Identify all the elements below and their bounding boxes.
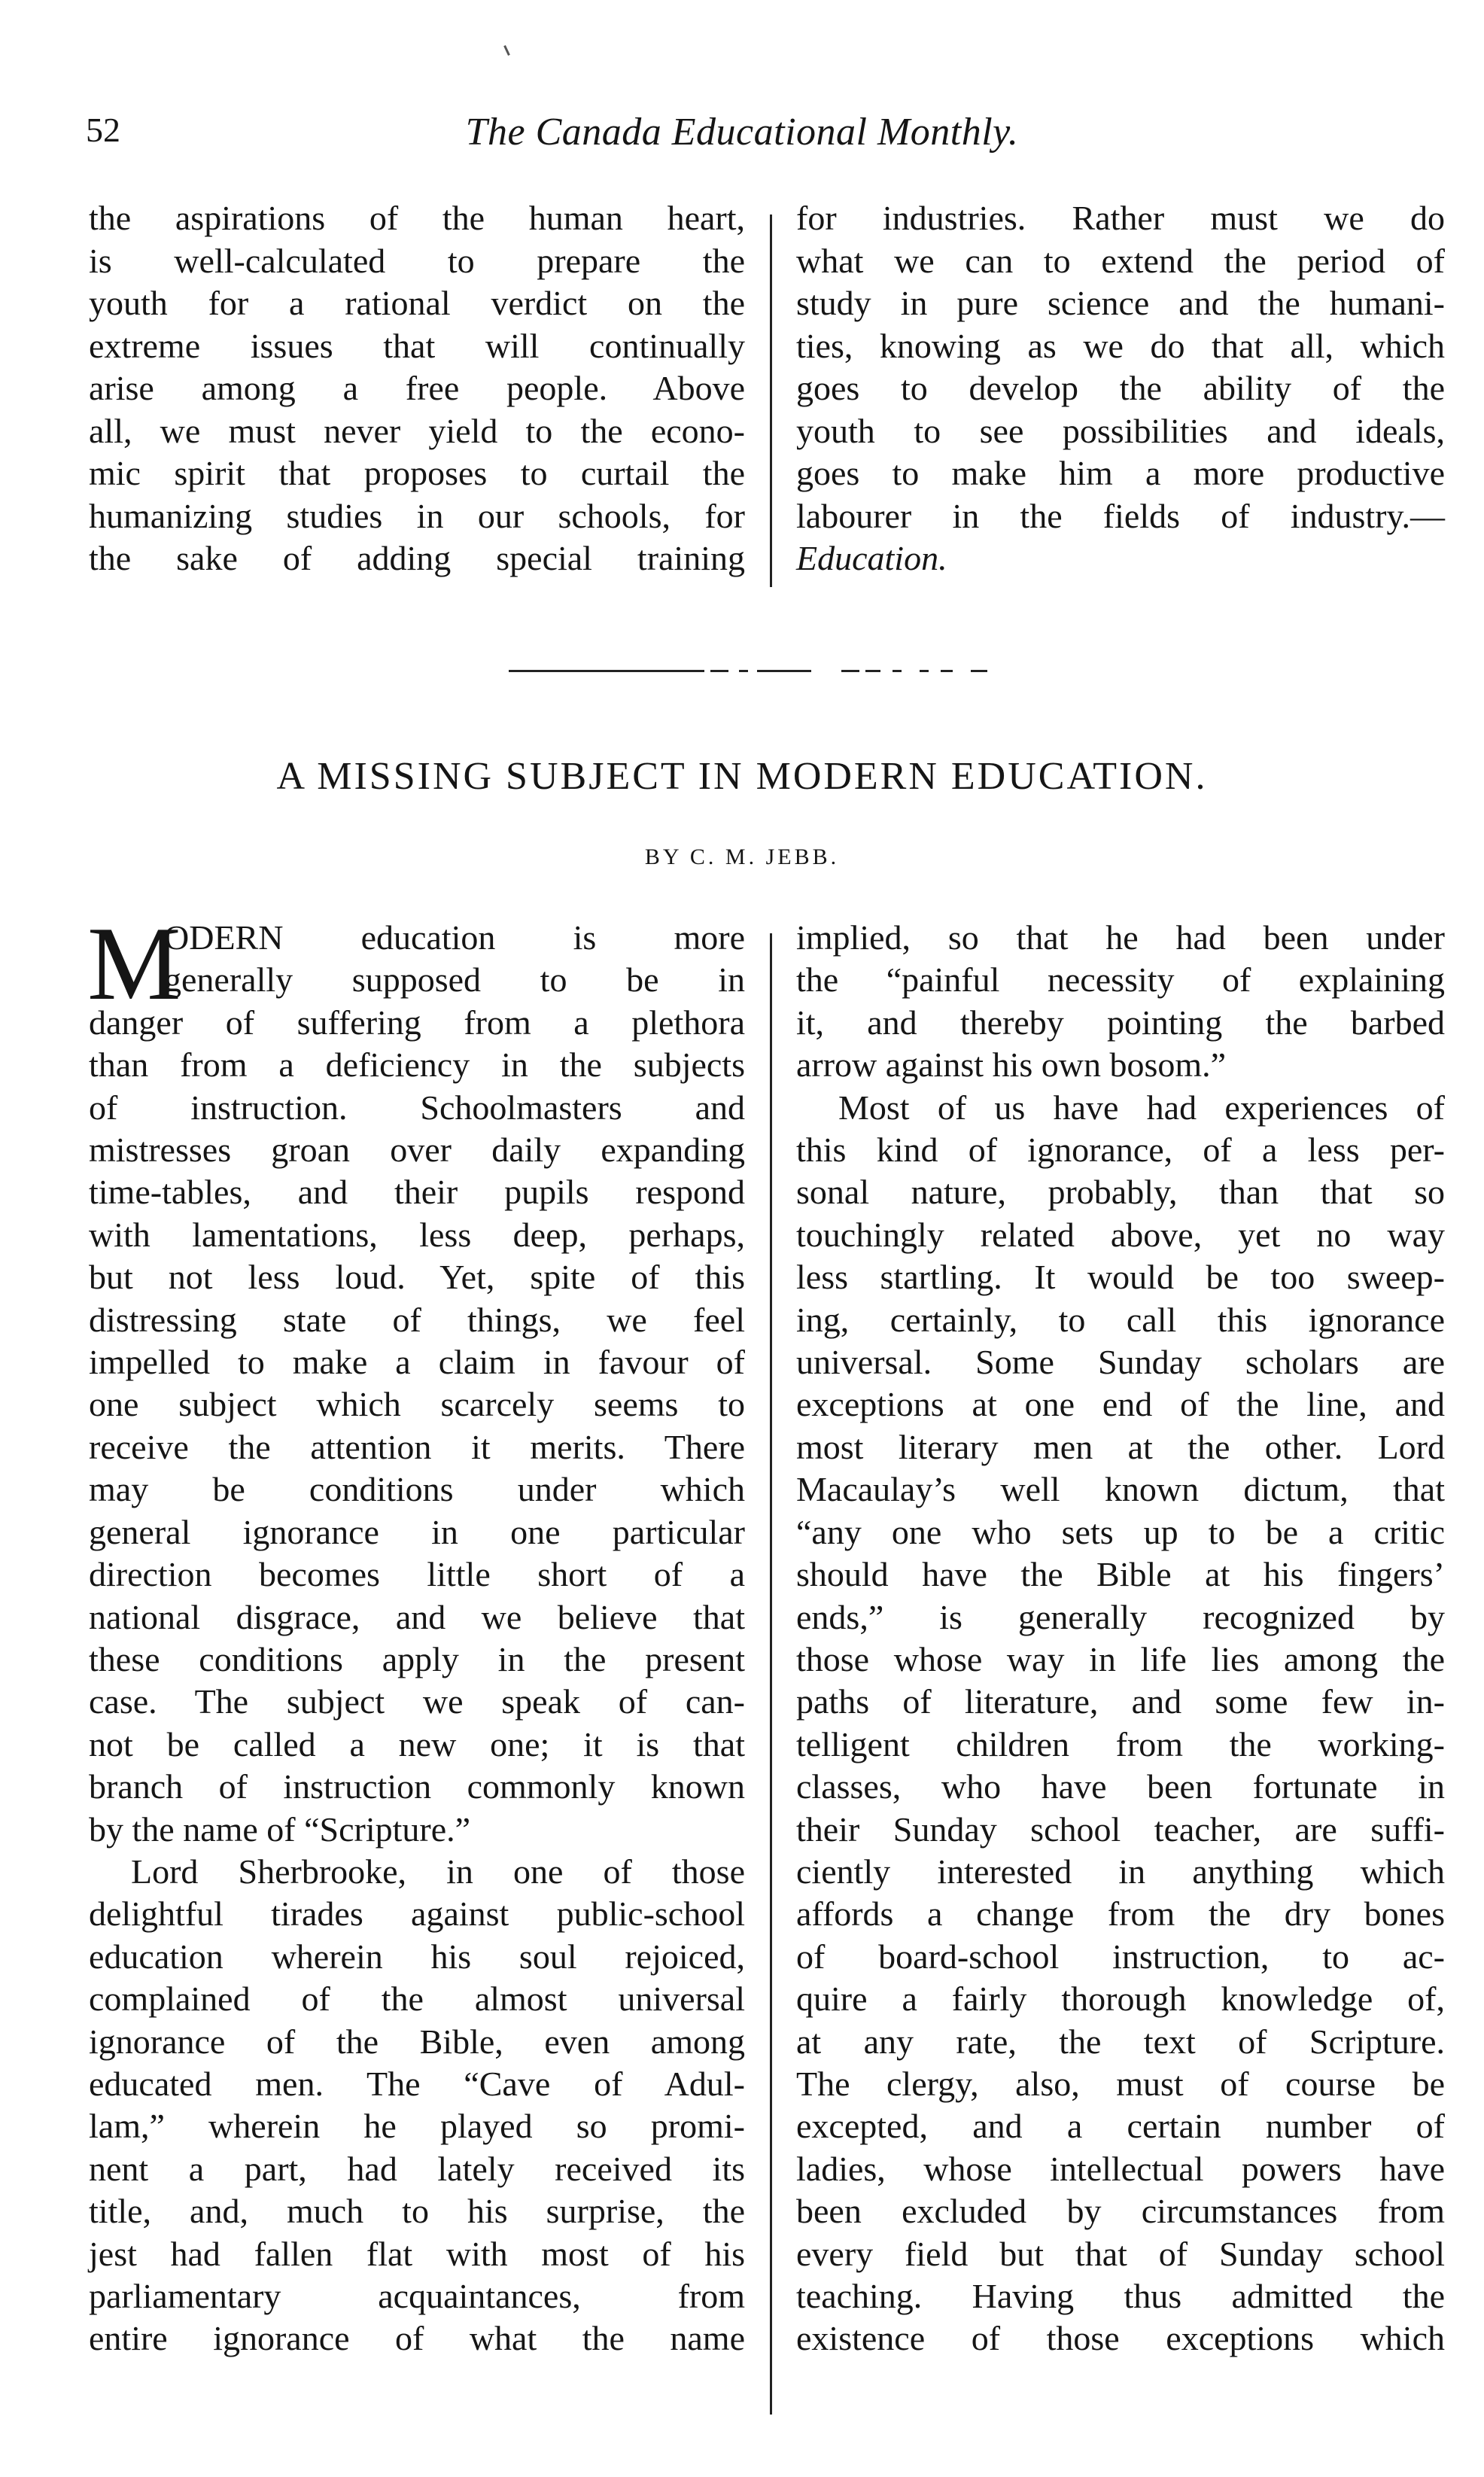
text-line: The clergy, also, must of course be — [796, 2064, 1445, 2103]
text-line: study in pure science and the humani- — [796, 284, 1445, 322]
text-line: nent a part, had lately received its — [89, 2149, 745, 2188]
text-line: ignorance of the Bible, even among — [89, 2022, 745, 2061]
text-line: general ignorance in one particular — [89, 1512, 745, 1551]
text-line: mic spirit that proposes to curtail the — [89, 454, 745, 492]
text-line: arise among a free people. Above — [89, 369, 745, 407]
text-line: been excluded by circumstances from — [796, 2192, 1445, 2231]
text-line: all, we must never yield to the econo- — [89, 411, 745, 450]
text-line: classes, who have been fortunate in — [796, 1767, 1445, 1806]
text-line: delightful tirades against public-school — [89, 1894, 745, 1934]
text-line: arrow against his own bosom.” — [796, 1045, 1227, 1085]
text-line: lam,” wherein he played so promi- — [89, 2107, 745, 2146]
text-line: time-tables, and their pupils respond — [89, 1173, 745, 1212]
text-line: one subject which scarcely seems to — [89, 1385, 745, 1424]
text-line: youth for a rational verdict on the — [89, 284, 745, 322]
text-line: Most of us have had experiences of — [838, 1088, 1445, 1127]
article-byline: BY C. M. JEBB. — [644, 844, 840, 869]
text-line: distressing state of things, we feel — [89, 1300, 745, 1339]
text-line: not be called a new one; it is that — [89, 1724, 745, 1763]
text-line: of instruction. Schoolmasters and — [89, 1088, 745, 1127]
text-line: goes to make him a more productive — [796, 454, 1445, 492]
text-line: danger of suffering from a plethora — [89, 1003, 745, 1042]
text-line: but not less loud. Yet, spite of this — [89, 1258, 745, 1297]
text-line: this kind of ignorance, of a less per- — [796, 1130, 1445, 1170]
text-line: ties, knowing as we do that all, which — [796, 326, 1445, 365]
text-line: their Sunday school teacher, are suffi- — [796, 1809, 1445, 1849]
column-divider — [770, 933, 772, 2415]
article-title: A MISSING SUBJECT IN MODERN EDUCATION. — [276, 755, 1208, 798]
text-line: impelled to make a claim in favour of — [89, 1343, 745, 1382]
text-line: mistresses groan over daily expanding — [89, 1130, 745, 1170]
text-line: paths of literature, and some few in- — [796, 1682, 1445, 1721]
text-line: education wherein his soul rejoiced, — [89, 1937, 745, 1976]
text-line: youth to see possibilities and ideals, — [796, 411, 1445, 450]
text-line: what we can to extend the period of — [796, 241, 1445, 280]
text-line: for industries. Rather must we do — [796, 199, 1445, 237]
text-line: affords a change from the dry bones — [796, 1894, 1445, 1934]
text-line: may be conditions under which — [89, 1470, 745, 1509]
article-left-column — [89, 917, 745, 2360]
text-line: less startling. It would be too sweep- — [796, 1258, 1445, 1297]
text-line: it, and thereby pointing the barbed — [796, 1003, 1445, 1042]
text-line: ends,” is generally recognized by — [796, 1597, 1445, 1636]
text-line: those whose way in life lies among the — [796, 1639, 1445, 1678]
text-line: existence of those exceptions which — [796, 2319, 1445, 2358]
text-line: “any one who sets up to be a critic — [796, 1512, 1445, 1551]
text-line: the “painful necessity of explaining — [796, 960, 1445, 1000]
text-line: exceptions at one end of the line, and — [796, 1385, 1445, 1424]
text-line: extreme issues that will continually — [89, 326, 745, 365]
text-line: touchingly related above, yet no way — [796, 1215, 1445, 1254]
text-line: telligent children from the working- — [796, 1724, 1445, 1763]
text-line: teaching. Having thus admitted the — [796, 2277, 1445, 2315]
text-line: excepted, and a certain number of — [796, 2107, 1445, 2146]
text-line: branch of instruction commonly known — [89, 1767, 745, 1806]
previous-article-right-column — [796, 197, 1445, 580]
article-right-column — [796, 917, 1445, 2360]
text-line: quire a fairly thorough knowledge of, — [796, 1979, 1445, 2019]
text-line: than from a deficiency in the subjects — [89, 1045, 745, 1085]
text-line: sonal nature, probably, than that so — [796, 1173, 1445, 1212]
text-line: implied, so that he had been under — [796, 918, 1445, 957]
text-line: the sake of adding special training — [89, 539, 745, 577]
text-line: most literary men at the other. Lord — [796, 1427, 1445, 1466]
text-line: should have the Bible at his fingers’ — [796, 1555, 1445, 1594]
print-speck — [503, 45, 510, 56]
text-line: case. The subject we speak of can- — [89, 1682, 745, 1721]
text-line: the aspirations of the human heart, — [89, 199, 745, 237]
running-title: The Canada Educational Monthly. — [465, 111, 1019, 154]
text-line: ODERN education is more — [164, 918, 745, 957]
text-line: with lamentations, less deep, perhaps, — [89, 1215, 745, 1254]
text-line: ladies, whose intellectual powers have — [796, 2149, 1445, 2188]
text-line: direction becomes little short of a — [89, 1555, 745, 1594]
text-line: Macaulay’s well known dictum, that — [796, 1470, 1445, 1509]
text-line: generally supposed to be in — [164, 960, 745, 1000]
page-number: 52 — [86, 111, 120, 149]
text-line: every field but that of Sunday school — [796, 2234, 1445, 2273]
text-line: entire ignorance of what the name — [89, 2319, 745, 2358]
text-line: goes to develop the ability of the — [796, 369, 1445, 407]
text-line: receive the attention it merits. There — [89, 1427, 745, 1466]
text-line: Lord Sherbrooke, in one of those — [131, 1852, 745, 1891]
drop-cap: M — [87, 905, 181, 1022]
text-line: jest had fallen flat with most of his — [89, 2234, 745, 2273]
text-line: educated men. The “Cave of Adul- — [89, 2064, 745, 2103]
text-line: national disgrace, and we believe that — [89, 1597, 745, 1636]
previous-article-left-column — [89, 197, 745, 580]
text-line: title, and, much to his surprise, the — [89, 2192, 745, 2231]
text-line: parliamentary acquaintances, from — [89, 2277, 745, 2315]
column-divider — [770, 215, 772, 587]
source-attribution: Education. — [796, 539, 947, 577]
text-line: complained of the almost universal — [89, 1979, 745, 2019]
text-line: humanizing studies in our schools, for — [89, 496, 745, 535]
text-line: ciently interested in anything which — [796, 1852, 1445, 1891]
text-line: ing, certainly, to call this ignorance — [796, 1300, 1445, 1339]
text-line: of board-school instruction, to ac- — [796, 1937, 1445, 1976]
text-line: labourer in the fields of industry.— — [796, 496, 1445, 535]
text-line: these conditions apply in the present — [89, 1639, 745, 1678]
text-line: is well-calculated to prepare the — [89, 241, 745, 280]
text-line: at any rate, the text of Scripture. — [796, 2022, 1445, 2061]
text-line: universal. Some Sunday scholars are — [796, 1343, 1445, 1382]
text-line: by the name of “Scripture.” — [89, 1809, 471, 1849]
